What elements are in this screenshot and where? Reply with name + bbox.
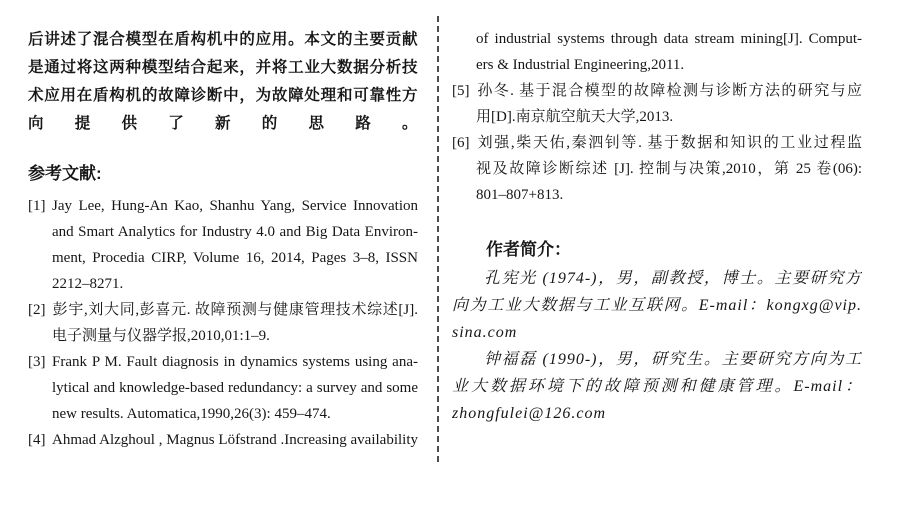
bio-line: zhongfulei@126.com — [452, 405, 607, 422]
right-column — [452, 26, 862, 427]
author-bios — [452, 265, 862, 427]
bio-line: 钟福磊 (1990-)，男，研究生。主要研究方向为工 — [484, 351, 862, 368]
reference-marker: [3] — [28, 354, 46, 370]
reference-item — [452, 130, 862, 208]
reference-line: lytical and knowledge-based redundancy: a survey and some — [52, 380, 418, 396]
reference-item — [28, 297, 418, 349]
reference-line: [4] Ahmad Alzghoul , Magnus Löfstrand .Increasing availability — [28, 427, 418, 453]
reference-marker: [4] — [28, 432, 46, 448]
bio-line: 业大数据环境下的故障预测和健康管理。E-mail： — [452, 378, 862, 395]
reference-line: [3] Frank P M. Fault diagnosis in dynamics systems using ana- — [28, 349, 418, 375]
reference-line: and Smart Analytics for Industry 4.0 and Big Data Environ- — [52, 224, 418, 240]
reference-marker: [2] — [28, 302, 46, 318]
authors-heading: 作者简介： — [486, 240, 571, 259]
references-heading: 参考文献: — [28, 164, 102, 183]
reference-marker: [5] — [452, 83, 470, 99]
intro-paragraph — [28, 26, 418, 138]
paragraph-line: 后讲述了混合模型在盾构机中的应用。本文的主要贡献 — [28, 31, 418, 48]
paragraph-line: 是通过将这两种模型结合起来，并将工业大数据分析技 — [28, 59, 418, 76]
bio-line: sina.com — [452, 324, 518, 341]
reference-line: ment, Procedia CIRP, Volume 16, 2014, Pages 3–8, ISSN — [52, 250, 418, 266]
bio-line: 向为工业大数据与工业互联网。E-mail：kongxg@vip. — [452, 297, 862, 314]
reference-line: of industrial systems through data stream mining[J]. Comput- — [476, 31, 862, 47]
reference-continuation — [452, 26, 862, 78]
references-list-right — [452, 78, 862, 208]
paragraph-line: 向提供了新的思路。 — [28, 115, 418, 132]
reference-line: 2212–8271. — [52, 276, 124, 292]
reference-line: ers & Industrial Engineering,2011. — [476, 57, 685, 73]
reference-line: [1] Jay Lee, Hung-An Kao, Shanhu Yang, Service Innovation — [28, 193, 418, 219]
left-column — [28, 26, 418, 453]
author-bio — [452, 346, 862, 427]
reference-marker: [6] — [452, 135, 470, 151]
reference-line: new results. Automatica,1990,26(3): 459–474. — [52, 406, 331, 422]
reference-line: [2] 彭宇,刘大同,彭喜元. 故障预测与健康管理技术综述[J]. — [28, 297, 418, 323]
reference-item — [28, 427, 418, 453]
reference-line: 电子测量与仪器学报,2010,01:1–9. — [52, 328, 270, 344]
reference-line: 801–807+813. — [476, 187, 564, 203]
reference-item — [28, 349, 418, 427]
reference-line: [6] 刘强,柴天佑,秦泗钊等. 基于数据和知识的工业过程监 — [452, 130, 862, 156]
paragraph-line: 术应用在盾构机的故障诊断中，为故障处理和可靠性方 — [28, 87, 418, 104]
reference-line: [5] 孙冬. 基于混合模型的故障检测与诊断方法的研究与应 — [452, 78, 862, 104]
author-bio — [452, 265, 862, 346]
bio-line: 孔宪光 (1974-)，男，副教授，博士。主要研究方 — [484, 270, 862, 287]
reference-marker: [1] — [28, 198, 46, 214]
reference-item — [452, 78, 862, 130]
reference-line: 用[D].南京航空航天大学,2013. — [476, 109, 674, 125]
column-divider — [437, 16, 439, 462]
references-list-left — [28, 193, 418, 453]
reference-line: 视及故障诊断综述 [J]. 控制与决策,2010，第 25 卷(06): — [476, 161, 862, 177]
reference-item — [28, 193, 418, 297]
